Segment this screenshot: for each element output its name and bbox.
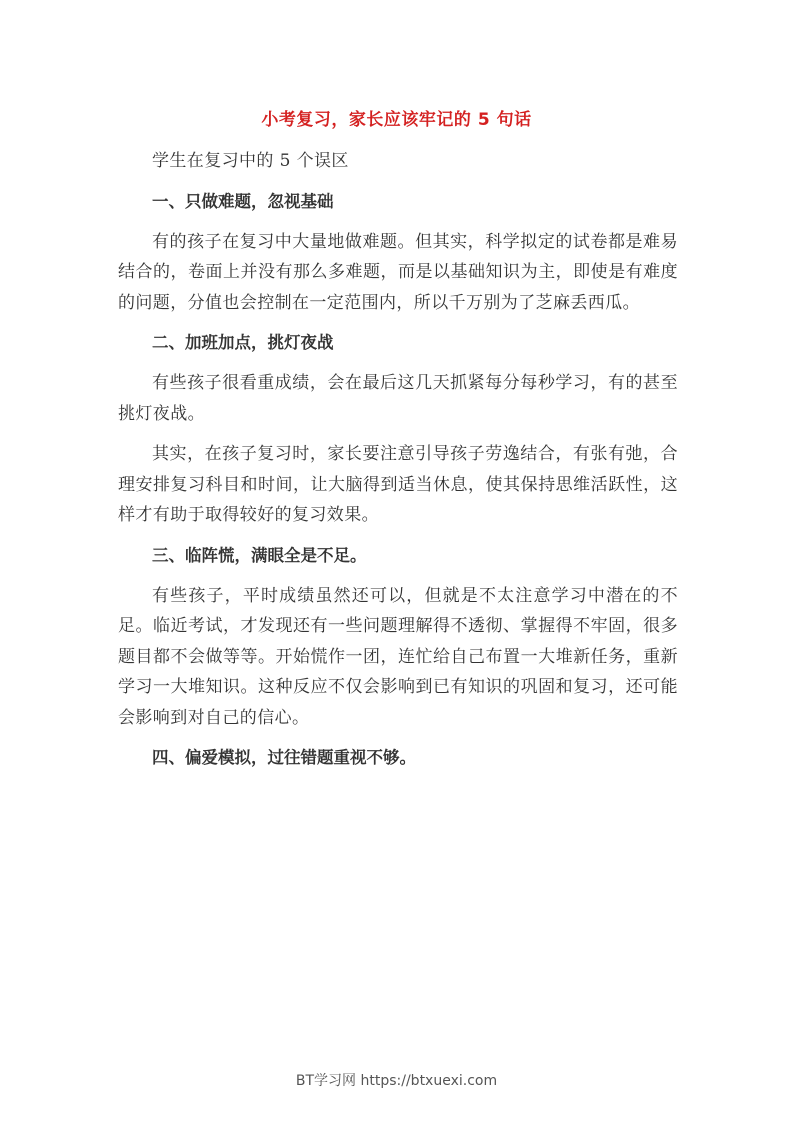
section-1-paragraph-1: 有的孩子在复习中大量地做难题。但其实，科学拟定的试卷都是难易结合的，卷面上并没有那么多难题，而是以基础知识为主，即使是有难度的问题，分值也会控制在一定范围内，所以千万别为了芝麻丢西瓜。 xyxy=(118,231,678,313)
section-heading-2: 二、加班加点，挑灯夜战 xyxy=(152,333,334,352)
section-2-paragraph-1: 有些孩子很看重成绩，会在最后这几天抓紧每分每秒学习，有的甚至挑灯夜战。 xyxy=(118,373,678,424)
document-body xyxy=(118,146,678,783)
section-heading-4: 四、偏爱模拟，过往错题重视不够。 xyxy=(152,748,416,767)
section-heading-3: 三、临阵慌，满眼全是不足。 xyxy=(152,545,367,565)
document-title: 小考复习，家长应该牢记的 5 句话 xyxy=(261,110,532,130)
footer-watermark: BT学习网 https://btxuexi.com xyxy=(295,1073,498,1089)
section-3-paragraph-1: 有些孩子，平时成绩虽然还可以，但就是不太注意学习中潜在的不足。临近考试，才发现还有一些问题理解得不透彻、掌握得不牢固，很多题目都不会做等等。开始慌作一团，连忙给自己布置一大堆新任务，重新学习一大堆知识。这种反应不仅会影响到已有知识的巩固和复习，还可能会影响到对自己的信心。 xyxy=(118,585,678,728)
section-heading-1: 一、只做难题，忽视基础 xyxy=(152,191,334,211)
intro-line: 学生在复习中的 5 个误区 xyxy=(152,151,349,171)
section-2-paragraph-2: 其实，在孩子复习时，家长要注意引导孩子劳逸结合，有张有弛，合理安排复习科目和时间，让大脑得到适当休息，使其保持思维活跃性，这样才有助于取得较好的复习效果。 xyxy=(118,444,678,525)
